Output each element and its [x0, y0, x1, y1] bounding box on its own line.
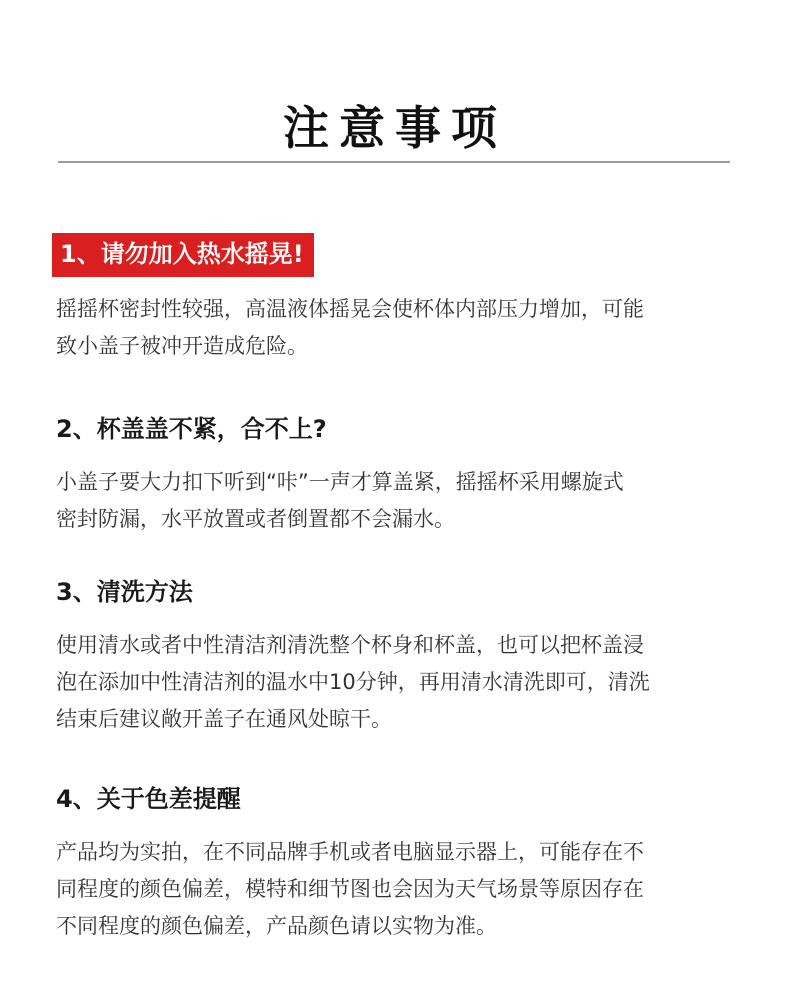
- section-body-color: [52, 834, 746, 945]
- section-body-cleaning: [52, 627, 746, 738]
- section-hot-water-warning: [52, 233, 752, 365]
- title-divider: [58, 161, 730, 163]
- section-body-lid: [52, 464, 746, 538]
- section-cleaning-method: [52, 575, 752, 738]
- section-heading-lid: 2、杯盖盖不紧，合不上?: [56, 415, 327, 443]
- page-title: 注意事项: [283, 101, 507, 155]
- section-heading-cleaning: 3、清洗方法: [56, 578, 193, 606]
- section-body-hot-water: [52, 291, 746, 365]
- body-line: 不同程度的颜色偏差，产品颜色请以实物为准。: [56, 914, 497, 938]
- body-line: 同程度的颜色偏差，模特和细节图也会因为天气场景等原因存在: [56, 877, 644, 901]
- body-line: 密封防漏，水平放置或者倒置都不会漏水。: [56, 507, 455, 531]
- body-line: 使用清水或者中性清洁剂清洗整个杯身和杯盖，也可以把杯盖浸: [56, 633, 644, 657]
- section-heading-color: 4、关于色差提醒: [56, 785, 241, 813]
- body-line: 小盖子要大力扣下听到“咔”一声才算盖紧，摇摇杯采用螺旋式: [56, 470, 624, 494]
- section-lid-not-tight: [52, 412, 752, 538]
- body-line: 结束后建议敞开盖子在通风处晾干。: [56, 707, 392, 731]
- body-line: 泡在添加中性清洁剂的温水中10分钟，再用清水清洗即可，清洗: [56, 670, 650, 694]
- body-line: 摇摇杯密封性较强，高温液体摇晃会使杯体内部压力增加，可能: [56, 297, 644, 321]
- section-heading-hot-water: 1、请勿加入热水摇晃!: [52, 233, 314, 277]
- body-line: 致小盖子被冲开造成危险。: [56, 334, 308, 358]
- body-line: 产品均为实拍，在不同品牌手机或者电脑显示器上，可能存在不: [56, 840, 644, 864]
- section-color-difference: [52, 782, 752, 945]
